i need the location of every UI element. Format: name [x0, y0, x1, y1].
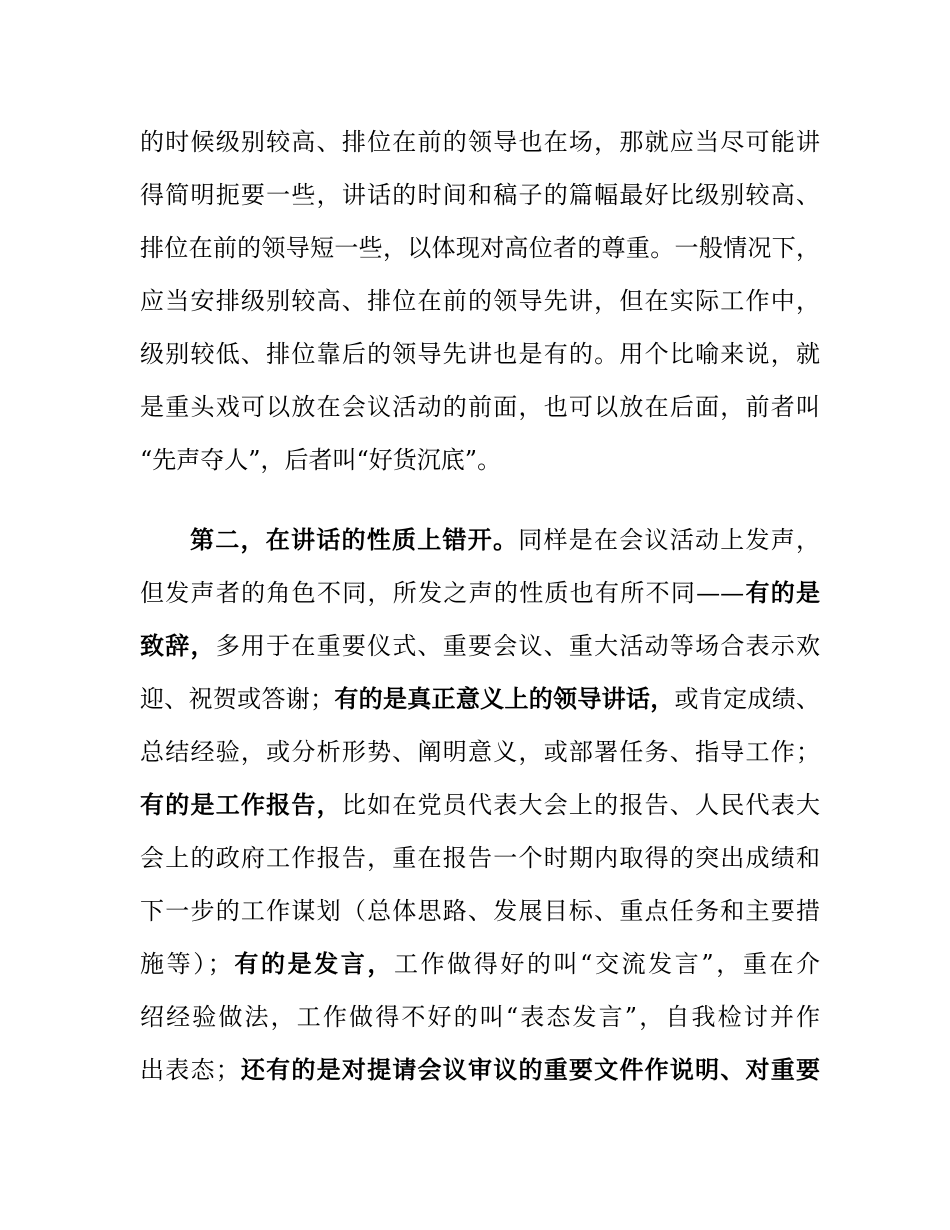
bold-run: 致辞， [140, 632, 216, 660]
text-run: 但发声者的角色不同，所发之声的性质也有所不同—— [140, 579, 745, 607]
paragraph-1-line-5 [140, 334, 820, 374]
text-run: 的时候级别较高、排位在前的领导也在场，那就应当尽可能讲 [140, 128, 820, 156]
paragraph-2-line-3 [140, 626, 820, 666]
paragraph-1-line-6 [140, 387, 820, 427]
text-run: 绍经验做法，工作做得不好的叫“表态发言”，自我检讨并作 [140, 1003, 820, 1031]
bold-heading-run: 第二，在讲话的性质上错开。 [190, 526, 519, 554]
paragraph-2-line-1 [190, 520, 820, 560]
bold-run: 有的是工作报告， [140, 791, 342, 819]
paragraph-2-line-11 [140, 1050, 820, 1090]
paragraph-1-line-3 [140, 228, 820, 268]
text-run: 总结经验，或分析形势、阐明意义，或部署任务、指导工作； [140, 738, 820, 766]
paragraph-2-line-9 [140, 944, 820, 984]
paragraph-2-line-6 [140, 785, 820, 825]
paragraph-2-line-7 [140, 838, 820, 878]
text-run: 比如在党员代表大会上的报告、人民代表大 [341, 791, 821, 819]
text-run: 排位在前的领导短一些，以体现对高位者的尊重。一般情况下， [140, 234, 820, 262]
paragraph-1-line-1 [140, 122, 820, 162]
text-run: 会上的政府工作报告，重在报告一个时期内取得的突出成绩和 [140, 844, 820, 872]
paragraph-1-line-7 [140, 440, 820, 480]
text-run: 工作做得好的叫“交流发言”，重在介 [393, 950, 821, 978]
paragraph-2-line-10 [140, 997, 820, 1037]
text-run: 多用于在重要仪式、重要会议、重大活动等场合表示欢 [215, 632, 821, 660]
text-run: 施等）； [140, 950, 232, 978]
text-run: 迎、祝贺或答谢； [140, 685, 335, 713]
bold-run: 有的是发言， [231, 950, 394, 978]
text-run: 级别较低、排位靠后的领导先讲也是有的。用个比喻来说，就 [140, 340, 820, 368]
paragraph-2-line-8 [140, 891, 820, 931]
text-run: 或肯定成绩、 [674, 685, 821, 713]
paragraph-1-line-2 [140, 175, 820, 215]
paragraph-1-line-4 [140, 281, 820, 321]
text-run: 出表态； [140, 1056, 240, 1084]
text-run: 是重头戏可以放在会议活动的前面，也可以放在后面，前者叫 [140, 393, 820, 421]
text-run: “先声夺人”，后者叫“好货沉底”。 [140, 446, 502, 474]
text-run: 下一步的工作谋划（总体思路、发展目标、重点任务和主要措 [140, 897, 820, 925]
bold-run: 有的是真正意义上的领导讲话， [334, 685, 675, 713]
paragraph-2-line-2 [140, 573, 820, 613]
text-run: 同样是在会议活动上发声， [518, 526, 820, 554]
text-run: 得简明扼要一些，讲话的时间和稿子的篇幅最好比级别较高、 [140, 181, 820, 209]
paragraph-2-line-4 [140, 679, 820, 719]
bold-run: 还有的是对提请会议审议的重要文件作说明、对重要 [239, 1056, 821, 1084]
text-run: 应当安排级别较高、排位在前的领导先讲，但在实际工作中， [140, 287, 820, 315]
bold-run: 有的是 [744, 579, 821, 607]
paragraph-2-line-5 [140, 732, 820, 772]
